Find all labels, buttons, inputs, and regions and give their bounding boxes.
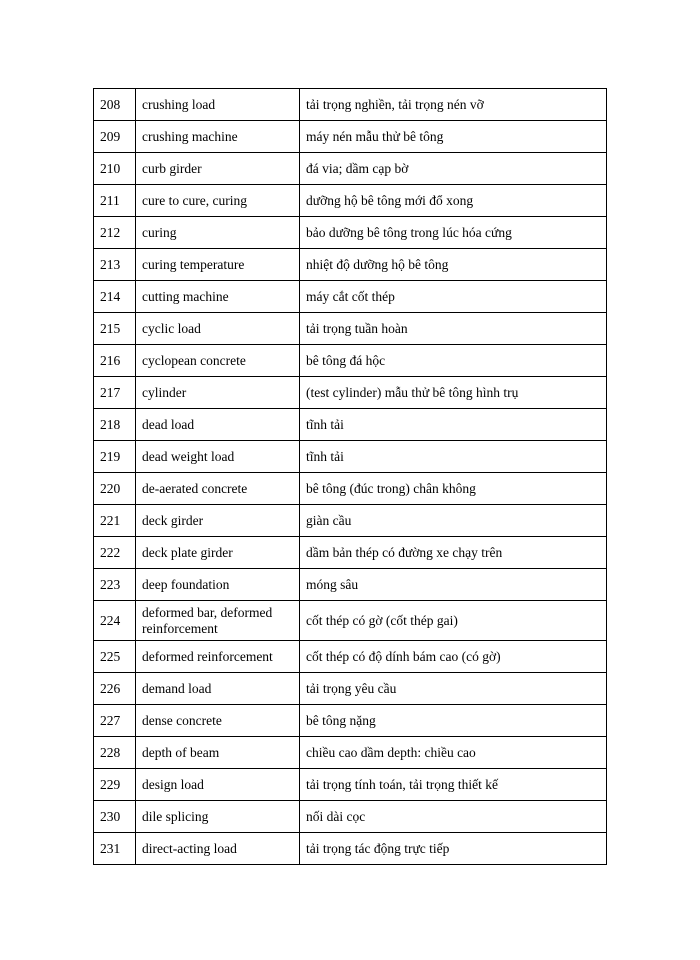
- entry-term: dead weight load: [136, 441, 300, 473]
- entry-definition: tải trọng tác động trực tiếp: [300, 833, 607, 865]
- entry-number: 215: [94, 313, 136, 345]
- entry-term: cyclopean concrete: [136, 345, 300, 377]
- entry-term: cure to cure, curing: [136, 185, 300, 217]
- table-row: [94, 409, 607, 441]
- entry-number: 224: [94, 601, 136, 641]
- entry-term: dense concrete: [136, 705, 300, 737]
- table-row: [94, 249, 607, 281]
- entry-number: 225: [94, 641, 136, 673]
- entry-term: deck girder: [136, 505, 300, 537]
- entry-number: 214: [94, 281, 136, 313]
- entry-definition: chiều cao dầm depth: chiều cao: [300, 737, 607, 769]
- table-row: [94, 377, 607, 409]
- table-row: [94, 313, 607, 345]
- table-row: [94, 737, 607, 769]
- entry-number: 223: [94, 569, 136, 601]
- entry-definition: tĩnh tải: [300, 409, 607, 441]
- entry-term: curb girder: [136, 153, 300, 185]
- entry-definition: dưỡng hộ bê tông mới đổ xong: [300, 185, 607, 217]
- table-row: [94, 537, 607, 569]
- entry-term: crushing machine: [136, 121, 300, 153]
- entry-term: deep foundation: [136, 569, 300, 601]
- entry-number: 226: [94, 673, 136, 705]
- table-row: [94, 153, 607, 185]
- table-row: [94, 281, 607, 313]
- entry-number: 219: [94, 441, 136, 473]
- entry-definition: đá via; dầm cạp bờ: [300, 153, 607, 185]
- entry-term: deformed reinforcement: [136, 641, 300, 673]
- entry-term: deformed bar, deformed reinforcement: [136, 601, 300, 641]
- entry-term: curing temperature: [136, 249, 300, 281]
- entry-term: depth of beam: [136, 737, 300, 769]
- entry-number: 217: [94, 377, 136, 409]
- entry-number: 231: [94, 833, 136, 865]
- table-row: [94, 89, 607, 121]
- entry-definition: cốt thép có gờ (cốt thép gai): [300, 601, 607, 641]
- entry-number: 213: [94, 249, 136, 281]
- entry-definition: bê tông đá hộc: [300, 345, 607, 377]
- entry-number: 209: [94, 121, 136, 153]
- entry-number: 220: [94, 473, 136, 505]
- table-row: [94, 345, 607, 377]
- entry-definition: tải trọng nghiền, tải trọng nén vỡ: [300, 89, 607, 121]
- entry-definition: tải trọng tính toán, tải trọng thiết kế: [300, 769, 607, 801]
- entry-term: cylinder: [136, 377, 300, 409]
- table-row: [94, 705, 607, 737]
- glossary-table: [93, 88, 607, 865]
- entry-number: 228: [94, 737, 136, 769]
- entry-number: 222: [94, 537, 136, 569]
- entry-term: crushing load: [136, 89, 300, 121]
- entry-term: direct-acting load: [136, 833, 300, 865]
- entry-definition: nối dài cọc: [300, 801, 607, 833]
- table-row: [94, 769, 607, 801]
- entry-definition: nhiệt độ dưỡng hộ bê tông: [300, 249, 607, 281]
- entry-number: 221: [94, 505, 136, 537]
- table-row: [94, 601, 607, 641]
- entry-definition: cốt thép có độ dính bám cao (có gờ): [300, 641, 607, 673]
- entry-term: de-aerated concrete: [136, 473, 300, 505]
- entry-definition: máy nén mẫu thử bê tông: [300, 121, 607, 153]
- table-row: [94, 217, 607, 249]
- entry-term: dead load: [136, 409, 300, 441]
- entry-definition: (test cylinder) mẫu thử bê tông hình trụ: [300, 377, 607, 409]
- entry-number: 227: [94, 705, 136, 737]
- entry-term: cutting machine: [136, 281, 300, 313]
- table-row: [94, 121, 607, 153]
- table-row: [94, 505, 607, 537]
- entry-term: curing: [136, 217, 300, 249]
- entry-term: design load: [136, 769, 300, 801]
- entry-term: dile splicing: [136, 801, 300, 833]
- entry-definition: giàn cầu: [300, 505, 607, 537]
- entry-definition: bảo dưỡng bê tông trong lúc hóa cứng: [300, 217, 607, 249]
- entry-definition: máy cắt cốt thép: [300, 281, 607, 313]
- entry-term: cyclic load: [136, 313, 300, 345]
- entry-number: 212: [94, 217, 136, 249]
- entry-definition: tĩnh tải: [300, 441, 607, 473]
- table-row: [94, 569, 607, 601]
- entry-definition: tải trọng yêu cầu: [300, 673, 607, 705]
- entry-term: demand load: [136, 673, 300, 705]
- table-row: [94, 673, 607, 705]
- entry-number: 230: [94, 801, 136, 833]
- entry-definition: bê tông (đúc trong) chân không: [300, 473, 607, 505]
- entry-number: 229: [94, 769, 136, 801]
- table-row: [94, 801, 607, 833]
- entry-number: 208: [94, 89, 136, 121]
- table-row: [94, 641, 607, 673]
- entry-number: 210: [94, 153, 136, 185]
- entry-number: 216: [94, 345, 136, 377]
- entry-definition: dầm bản thép có đường xe chạy trên: [300, 537, 607, 569]
- entry-definition: móng sâu: [300, 569, 607, 601]
- entry-definition: bê tông nặng: [300, 705, 607, 737]
- entry-term: deck plate girder: [136, 537, 300, 569]
- table-row: [94, 833, 607, 865]
- table-row: [94, 473, 607, 505]
- entry-definition: tải trọng tuần hoàn: [300, 313, 607, 345]
- entry-number: 211: [94, 185, 136, 217]
- table-row: [94, 185, 607, 217]
- entry-number: 218: [94, 409, 136, 441]
- table-row: [94, 441, 607, 473]
